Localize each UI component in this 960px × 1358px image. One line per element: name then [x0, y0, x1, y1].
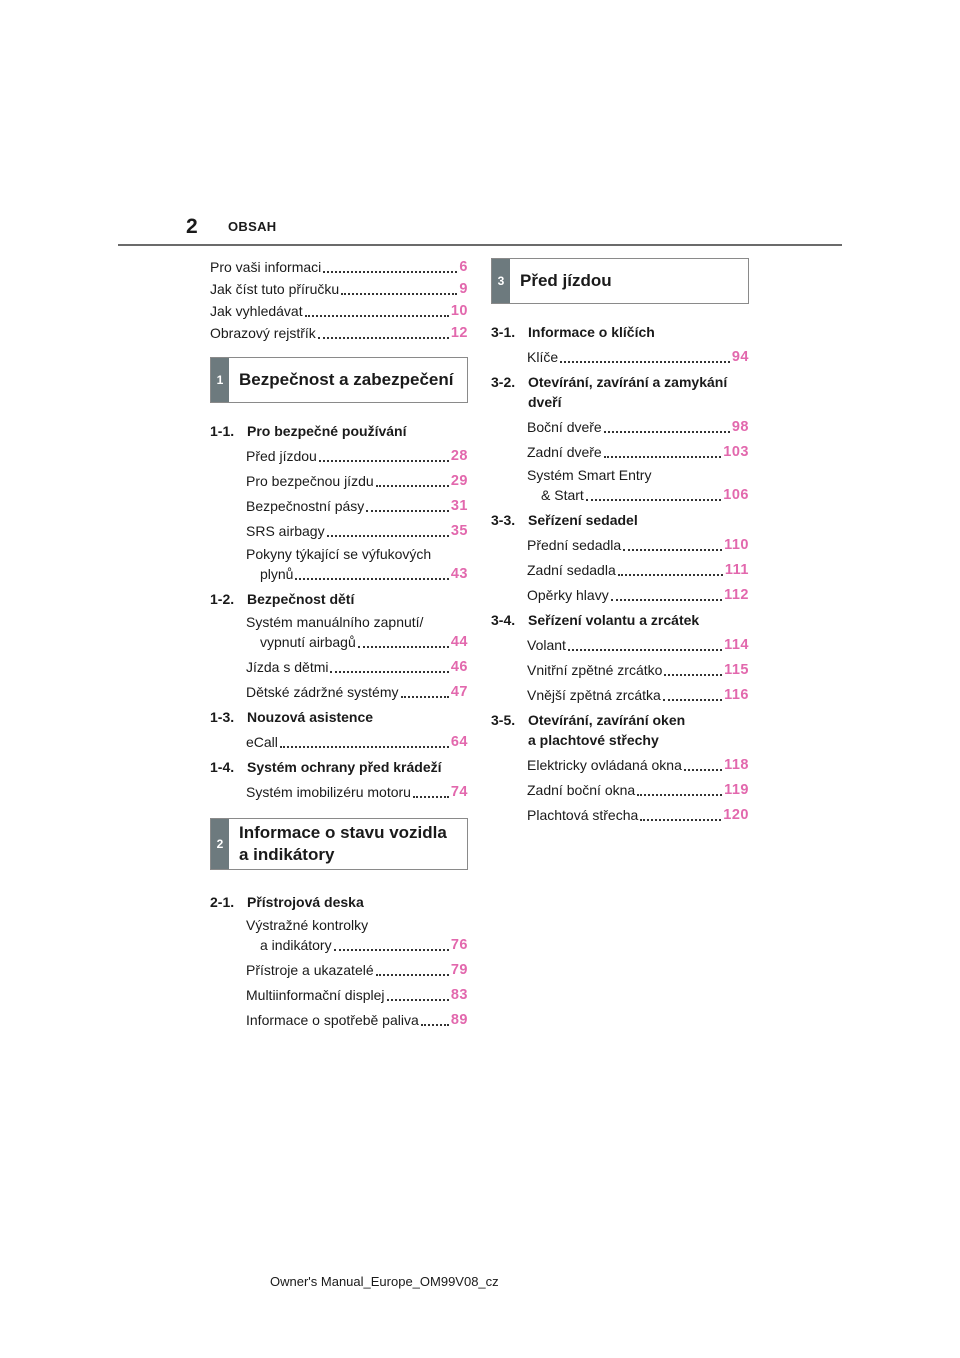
page-link[interactable]: 64: [450, 734, 468, 750]
toc-entry[interactable]: Dětské zádržné systémy 47: [246, 684, 468, 700]
page-link[interactable]: 10: [450, 303, 468, 319]
section-heading[interactable]: 1-2. Bezpečnost dětí: [210, 591, 355, 607]
section-heading[interactable]: 1-4. Systém ochrany před krádeží: [210, 759, 442, 775]
page-link[interactable]: 12: [450, 325, 468, 341]
toc-entry[interactable]: Systém imobilizéru motoru 74: [246, 784, 468, 800]
toc-entry[interactable]: Bezpečnostní pásy 31: [246, 498, 468, 514]
toc-entry[interactable]: Přední sedadla 110: [527, 537, 749, 553]
page-link[interactable]: 46: [450, 659, 468, 675]
chapter-2-header[interactable]: [210, 818, 468, 870]
page-link[interactable]: 83: [450, 987, 468, 1003]
chapter-title: Před jízdou: [520, 271, 612, 290]
page-link[interactable]: 98: [731, 419, 749, 435]
section-heading[interactable]: 1-3. Nouzová asistence: [210, 709, 374, 725]
toc-entry[interactable]: Opěrky hlavy 112: [527, 587, 749, 603]
toc-entry[interactable]: Pokyny týkající se výfukových plynů 43: [246, 546, 468, 582]
page-link[interactable]: 9: [459, 281, 468, 297]
page-link[interactable]: 6: [459, 259, 468, 275]
page-number: 2: [186, 215, 198, 238]
page-link[interactable]: 116: [724, 687, 749, 703]
section-heading[interactable]: 3-3. Seřízení sedadel: [491, 512, 638, 528]
toc-entry[interactable]: Multiinformační displej 83: [246, 987, 468, 1003]
toc-entry[interactable]: Vnitřní zpětné zrcátko 115: [527, 662, 749, 678]
toc-entry[interactable]: Elektricky ovládaná okna 118: [527, 757, 749, 773]
chapter-1-header[interactable]: [210, 357, 468, 403]
toc-entry-how-to-read[interactable]: Jak číst tuto příručku 9: [210, 281, 468, 297]
toc-entry-how-to-search[interactable]: Jak vyhledávat 10: [210, 303, 468, 319]
toc-entry[interactable]: eCall 64: [246, 734, 468, 750]
page-link[interactable]: 118: [724, 757, 749, 773]
toc-entry[interactable]: Klíče 94: [527, 349, 749, 365]
chapter-3-header[interactable]: [491, 258, 749, 304]
page-link[interactable]: 47: [450, 684, 468, 700]
toc-entry-pictorial-index[interactable]: Obrazový rejstřík 12: [210, 325, 468, 341]
toc-entry[interactable]: Přístroje a ukazatelé 79: [246, 962, 468, 978]
left-column: [210, 253, 468, 1030]
page-link[interactable]: 94: [731, 349, 749, 365]
section-heading[interactable]: 1-1. Pro bezpečné používání: [210, 423, 407, 439]
page-link[interactable]: 74: [450, 784, 468, 800]
page-link[interactable]: 103: [723, 444, 749, 460]
toc-entry[interactable]: Zadní dveře 103: [527, 444, 749, 460]
section-heading[interactable]: 2-1. Přístrojová deska: [210, 894, 364, 910]
right-column: [491, 258, 749, 825]
page-link[interactable]: 119: [724, 782, 749, 798]
chapter-title: Bezpečnost a zabezpečení: [239, 370, 454, 389]
section-heading[interactable]: 3-5. Otevírání, zavírání oken a plachtové střechy: [491, 712, 686, 748]
section-heading[interactable]: 3-4. Seřízení volantu a zrcátek: [491, 612, 700, 628]
chapter-number: 3: [492, 259, 510, 303]
page-link[interactable]: 112: [724, 587, 749, 603]
chapter-number: 2: [211, 819, 229, 869]
toc-entry[interactable]: Jízda s dětmi 46: [246, 659, 468, 675]
toc-entry[interactable]: Systém manuálního zapnutí/ vypnutí airbagů 44: [246, 614, 468, 650]
toc-entry[interactable]: Volant 114: [527, 637, 749, 653]
header-rule: [118, 244, 842, 246]
page-link[interactable]: 29: [450, 473, 468, 489]
page-link[interactable]: 110: [724, 537, 749, 553]
footer-text: Owner's Manual_Europe_OM99V08_cz: [270, 1274, 499, 1289]
toc-entry[interactable]: Vnější zpětná zrcátka 116: [527, 687, 749, 703]
section-heading[interactable]: 3-1. Informace o klíčích: [491, 324, 655, 340]
page-link[interactable]: 114: [724, 637, 749, 653]
toc-entry[interactable]: Systém Smart Entry & Start 106: [527, 467, 749, 503]
page-link[interactable]: 89: [450, 1012, 468, 1028]
toc-entry[interactable]: Informace o spotřebě paliva 89: [246, 1012, 468, 1028]
toc-entry[interactable]: Zadní boční okna 119: [527, 782, 749, 798]
toc-entry[interactable]: Před jízdou 28: [246, 448, 468, 464]
chapter-title: Informace o stavu vozidla a indikátory: [239, 823, 447, 864]
page-link[interactable]: 43: [450, 566, 468, 582]
page-link[interactable]: 76: [450, 937, 468, 953]
header-title: OBSAH: [228, 219, 277, 234]
page-link[interactable]: 35: [450, 523, 468, 539]
section-heading[interactable]: 3-2. Otevírání, zavírání a zamykání dveří: [491, 374, 728, 410]
page-link[interactable]: 120: [723, 807, 749, 823]
page-link[interactable]: 31: [450, 498, 468, 514]
toc-entry[interactable]: Plachtová střecha 120: [527, 807, 749, 823]
page-link[interactable]: 79: [450, 962, 468, 978]
page-link[interactable]: 111: [724, 562, 749, 578]
toc-entry[interactable]: Boční dveře 98: [527, 419, 749, 435]
toc-entry[interactable]: Zadní sedadla 111: [527, 562, 749, 578]
page-link[interactable]: 28: [450, 448, 468, 464]
page-link[interactable]: 44: [450, 634, 468, 650]
toc-entry[interactable]: SRS airbagy 35: [246, 523, 468, 539]
toc-entry[interactable]: Výstražné kontrolky a indikátory 76: [246, 917, 468, 953]
chapter-number: 1: [211, 358, 229, 402]
toc-entry-info[interactable]: Pro vaši informaci 6: [210, 259, 468, 275]
page-link[interactable]: 106: [723, 487, 749, 503]
toc-entry[interactable]: Pro bezpečnou jízdu 29: [246, 473, 468, 489]
page-link[interactable]: 115: [724, 662, 749, 678]
